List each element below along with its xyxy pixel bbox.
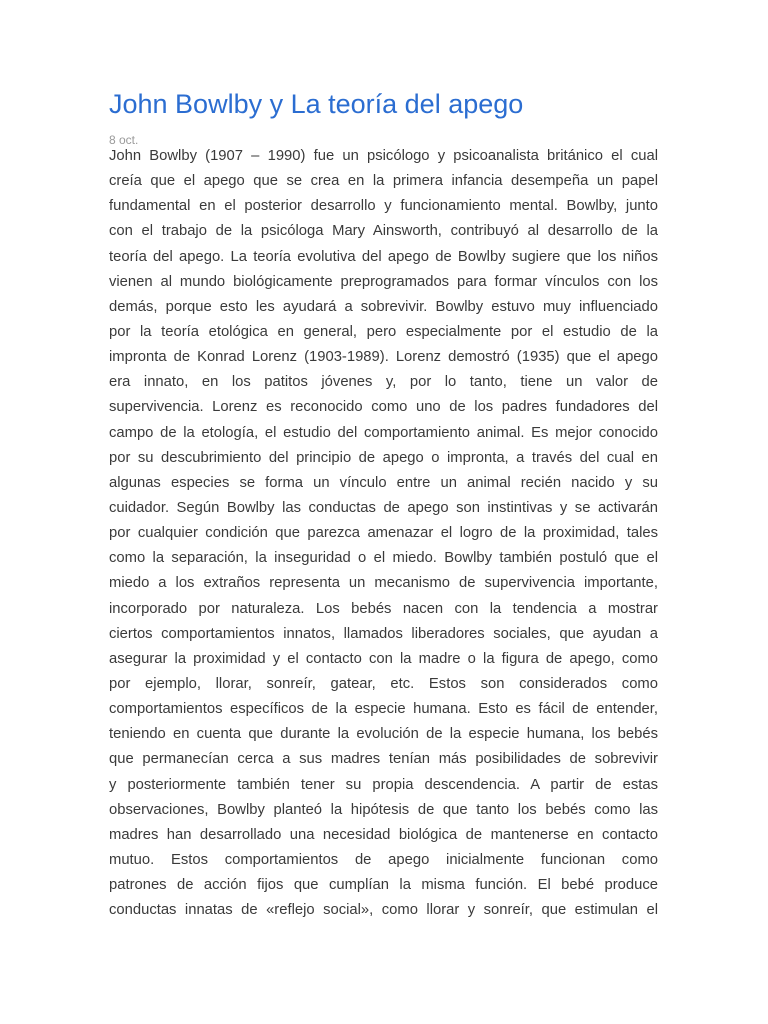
body-line: campo de la etología, el estudio del comportamiento animal. Es mejor conocido	[109, 424, 658, 441]
body-line: mutuo. Estos comportamientos de apego inicialmente funcionan como	[109, 851, 658, 868]
body-line: observaciones, Bowlby planteó la hipótesis de que tanto los bebés como las	[109, 801, 658, 818]
body-line: madres han desarrollado una necesidad biológica de mantenerse en contacto	[109, 826, 658, 843]
body-line: vienen al mundo biológicamente preprogramados para formar vínculos con los	[109, 273, 658, 290]
body-line: supervivencia. Lorenz es reconocido como uno de los padres fundadores del	[109, 399, 658, 416]
body-line: teoría del apego. La teoría evolutiva del apego de Bowlby sugiere que los niños	[109, 248, 658, 265]
body-line: asegurar la proximidad y el contacto con la madre o la figura de apego, como	[109, 650, 658, 667]
article-title: John Bowlby y La teoría del apego	[109, 89, 524, 119]
body-line: impronta de Konrad Lorenz (1903-1989). Lorenz demostró (1935) que el apego	[109, 349, 658, 366]
body-line: demás, porque esto les ayudará a sobrevivir. Bowlby estuvo muy influenciado	[109, 298, 658, 315]
article-date: 8 oct.	[109, 133, 139, 147]
body-line: teniendo en cuenta que durante la evolución de la especie humana, los bebés	[109, 726, 658, 743]
body-line: como la separación, la inseguridad o el miedo. Bowlby también postuló que el	[109, 550, 658, 567]
body-line: patrones de acción fijos que cumplían la misma función. El bebé produce	[109, 877, 658, 894]
body-line: por ejemplo, llorar, sonreír, gatear, etc. Estos son considerados como	[109, 675, 658, 692]
body-line: comportamientos específicos de la especie humana. Esto es fácil de entender,	[109, 701, 658, 718]
body-line: fundamental en el posterior desarrollo y funcionamiento mental. Bowlby, junto	[109, 198, 658, 215]
body-line: con el trabajo de la psicóloga Mary Ainsworth, contribuyó al desarrollo de la	[109, 223, 658, 240]
body-line: incorporado por naturaleza. Los bebés nacen con la tendencia a mostrar	[109, 600, 658, 617]
body-line: por la teoría etológica en general, pero especialmente por el estudio de la	[109, 323, 658, 340]
body-line: cuidador. Según Bowlby las conductas de apego son instintivas y se activarán	[109, 499, 658, 516]
body-line: miedo a los extraños representa un mecanismo de supervivencia importante,	[109, 575, 658, 592]
body-line: creía que el apego que se crea en la primera infancia desempeña un papel	[109, 173, 658, 190]
body-line: era innato, en los patitos jóvenes y, por lo tanto, tiene un valor de	[109, 374, 658, 391]
body-line: por su descubrimiento del principio de apego o impronta, a través del cual en	[109, 449, 658, 466]
body-line: John Bowlby (1907 – 1990) fue un psicólogo y psicoanalista británico el cual	[109, 148, 658, 164]
body-line: que permanecían cerca a sus madres tenían más posibilidades de sobrevivir	[109, 751, 658, 768]
body-line: conductas innatas de «reflejo social», como llorar y sonreír, que estimulan el	[109, 902, 658, 919]
body-line: por cualquier condición que parezca amenazar el logro de la proximidad, tales	[109, 525, 658, 542]
body-line: algunas especies se forma un vínculo entre un animal recién nacido y su	[109, 474, 658, 491]
body-line: y posteriormente también tener su propia descendencia. A partir de estas	[109, 776, 658, 793]
article-body	[109, 144, 658, 923]
body-line: ciertos comportamientos innatos, llamados liberadores sociales, que ayudan a	[109, 625, 658, 642]
